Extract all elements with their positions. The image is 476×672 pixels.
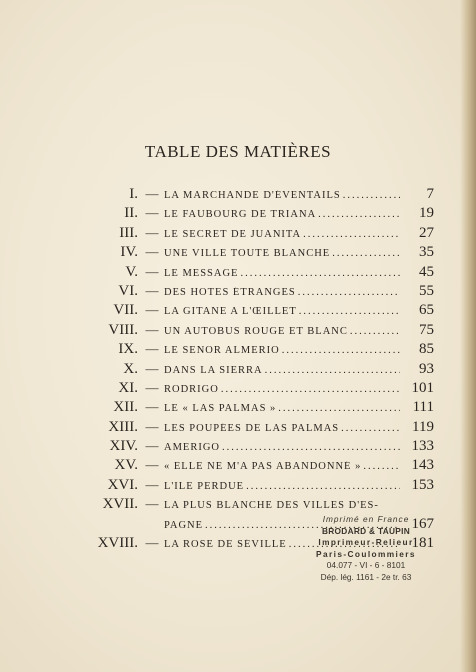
chapter-number: XIII. [108, 418, 138, 435]
chapter-title [162, 287, 400, 298]
chapter-title-text: DES HOTES ÉTRANGES [164, 286, 296, 298]
separator-dash: — [145, 244, 159, 260]
leader-dots [276, 403, 400, 414]
chapter-title-text: LE FAUBOURG DE TRIANA [164, 209, 317, 221]
chapter-title-text: LES POUPÉES DE LAS PALMAS [164, 422, 340, 434]
chapter-title-text: LE « LAS PALMAS » [164, 403, 277, 415]
separator-dash: — [145, 476, 159, 492]
imprint-printer: BRODARD & TAUPIN [321, 525, 411, 536]
chapter-title [162, 229, 400, 240]
chapter-title-text: « ELLE NE M'A PAS ABANDONNÉ » [164, 461, 362, 473]
toc-entry [60, 244, 434, 263]
toc-entry [60, 205, 434, 224]
imprint-country: Imprimé en France [322, 514, 410, 524]
chapter-title [162, 442, 400, 453]
leader-dots [348, 326, 400, 337]
chapter-number: X. [123, 360, 138, 377]
separator-dash: — [145, 263, 159, 279]
page-number: 181 [411, 535, 434, 552]
imprint-role: Imprimeur-Relieur [318, 537, 414, 548]
separator-dash: — [145, 302, 159, 318]
chapter-title-text: LA PLUS BLANCHE DES VILLES D'ES- [164, 500, 379, 512]
page-number: 111 [412, 399, 434, 416]
separator-dash: — [145, 321, 159, 337]
imprint-location: Paris-Coulommiers [316, 548, 416, 559]
printer-imprint [300, 514, 432, 584]
toc-entry [60, 496, 434, 515]
toc-entry [60, 225, 434, 244]
page-number: 55 [419, 282, 434, 299]
chapter-number: IV. [120, 244, 138, 261]
chapter-title [162, 345, 400, 356]
page-title: TABLE DES MATIÈRES [144, 142, 332, 161]
chapter-number: XI. [118, 379, 138, 396]
table-of-contents [60, 186, 434, 554]
chapter-number: VIII. [108, 321, 138, 338]
separator-dash: — [145, 418, 159, 434]
chapter-title [162, 423, 400, 434]
leader-dots [263, 365, 400, 376]
chapter-title [162, 248, 400, 259]
separator-dash: — [145, 457, 159, 473]
chapter-number: XVII. [102, 496, 138, 513]
page-number: 19 [419, 205, 434, 222]
chapter-title [162, 481, 400, 492]
chapter-title [162, 326, 400, 337]
chapter-title-text: PAGNE [164, 519, 204, 531]
toc-entry [60, 322, 434, 341]
chapter-title [162, 190, 400, 201]
toc-entry [60, 186, 434, 205]
page-number: 101 [411, 379, 434, 396]
chapter-number: XIV. [109, 438, 138, 455]
separator-dash: — [145, 399, 159, 415]
page-number: 85 [419, 341, 434, 358]
chapter-title-text: AMERIGO [164, 442, 220, 454]
imprint-legal-deposit: Dép. lég. 1161 - 2e tr. 63 [320, 571, 412, 582]
page-number: 133 [411, 438, 434, 455]
chapter-number: I. [129, 186, 138, 202]
chapter-number: XII. [113, 399, 138, 416]
page-number: 167 [411, 515, 434, 532]
toc-entry [60, 341, 434, 360]
chapter-title-text: LE SECRET DE JUANITA [164, 228, 302, 240]
chapter-title [162, 384, 400, 395]
page-number: 27 [419, 224, 434, 241]
chapter-number: VI. [118, 282, 138, 299]
page-number: 93 [419, 360, 434, 377]
chapter-title [162, 365, 400, 376]
page-number: 35 [419, 244, 434, 261]
chapter-title-text: RODRIGO [164, 383, 219, 395]
chapter-number: XV. [114, 457, 138, 474]
chapter-title-text: L'ILE PERDUE [164, 480, 245, 492]
leader-dots [280, 345, 400, 356]
chapter-number: III. [119, 224, 138, 241]
page-number: 143 [411, 457, 434, 474]
leader-dots [330, 248, 400, 259]
leader-dots [301, 229, 400, 240]
page-number: 119 [412, 418, 434, 435]
page-number: 45 [419, 263, 434, 280]
toc-entry [60, 477, 434, 496]
chapter-title [162, 461, 400, 472]
chapter-number: VII. [113, 302, 138, 319]
toc-entry [60, 283, 434, 302]
leader-dots [220, 442, 400, 453]
chapter-title-text: LA MARCHANDE D'ÉVENTAILS [164, 190, 341, 201]
page-number: 75 [419, 321, 434, 338]
separator-dash: — [145, 496, 159, 512]
chapter-title-text: UNE VILLE TOUTE BLANCHE [164, 248, 331, 260]
separator-dash: — [145, 360, 159, 376]
chapter-title [162, 306, 400, 317]
separator-dash: — [145, 224, 159, 240]
chapter-title-text: LE SENOR ALMERIO [164, 345, 280, 357]
separator-dash: — [145, 535, 159, 551]
imprint-code: 04.077 - VI - 6 - 8101 [326, 560, 406, 571]
toc-entry [60, 438, 434, 457]
leader-dots [219, 384, 400, 395]
separator-dash: — [145, 282, 159, 298]
separator-dash: — [145, 186, 159, 201]
chapter-title-text: LE MESSAGE [164, 267, 239, 279]
toc-entry [60, 264, 434, 283]
chapter-number: IX. [118, 341, 138, 358]
chapter-title [162, 500, 400, 511]
chapter-title [162, 209, 400, 220]
separator-dash: — [145, 341, 159, 357]
page-number: 65 [419, 302, 434, 319]
toc-entry [60, 361, 434, 380]
page-number: 7 [426, 186, 434, 202]
chapter-number: II. [124, 205, 138, 222]
separator-dash: — [145, 438, 159, 454]
chapter-title [162, 403, 400, 414]
chapter-title-text: UN AUTOBUS ROUGE ET BLANC [164, 325, 348, 337]
leader-dots [339, 423, 400, 434]
toc-entry [60, 302, 434, 321]
leader-dots [296, 287, 400, 298]
leader-dots [361, 461, 400, 472]
toc-entry [60, 380, 434, 399]
leader-dots [244, 481, 400, 492]
leader-dots [316, 209, 400, 220]
separator-dash: — [145, 205, 159, 221]
toc-entry [60, 399, 434, 418]
chapter-number: XVIII. [97, 535, 138, 552]
toc-entry [60, 419, 434, 438]
separator-dash: — [145, 379, 159, 395]
leader-dots [297, 306, 400, 317]
toc-entry [60, 457, 434, 476]
leader-dots [341, 190, 400, 201]
chapter-title-text: LA ROSE DE SÉVILLE [164, 539, 287, 551]
chapter-number: XVI. [107, 476, 138, 493]
chapter-number: V. [125, 263, 138, 280]
chapter-title [162, 268, 400, 279]
chapter-title-text: DANS LA SIERRA [164, 364, 263, 376]
page-number: 153 [411, 476, 434, 493]
chapter-title-text: LA GITANE A L'ŒILLET [164, 306, 297, 318]
leader-dots [238, 268, 400, 279]
page-spine-shadow [460, 0, 476, 672]
